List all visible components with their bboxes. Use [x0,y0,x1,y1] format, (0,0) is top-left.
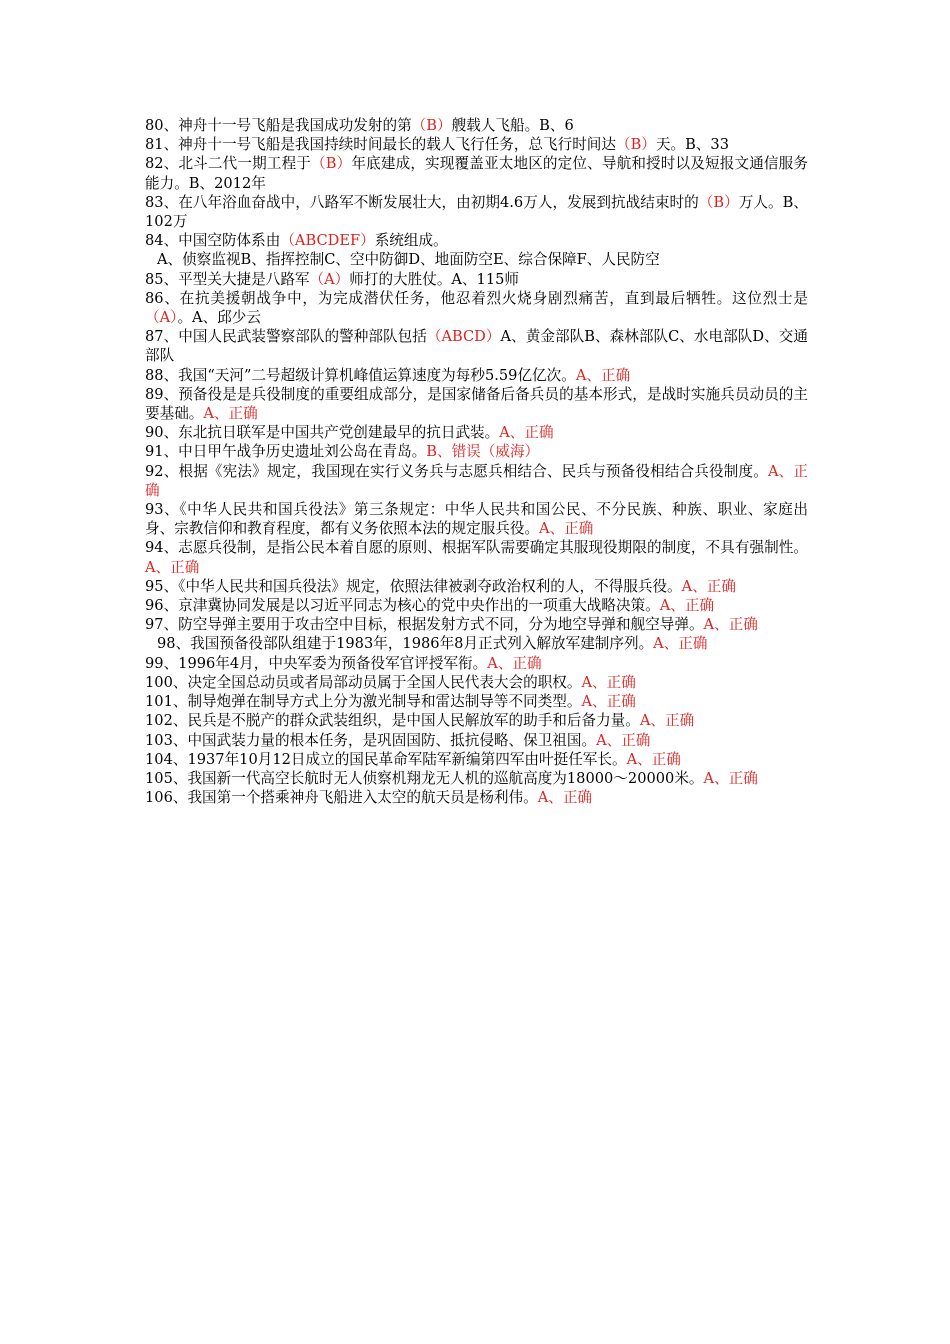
question-line [145,654,808,673]
question-line [145,538,808,576]
question-line [145,231,808,250]
answer-text: A、正确 [639,712,695,730]
question-line [145,442,808,461]
question-text: A、黄金部队B、森林部队C、水电部队D、交通部队 [145,328,808,365]
answer-text: （B） [311,155,352,173]
question-text: 94、志愿兵役制，是指公民本着自愿的原则、根据军队需要确定其服现役期限的制度，不具有强制性。 [145,539,808,557]
question-text: 万人。B、102万 [145,193,808,231]
question-line [145,423,808,442]
question-text: 。A、邱少云 [177,309,261,327]
question-line [145,385,808,423]
question-line [145,462,808,500]
question-line [145,366,808,385]
question-line [145,500,808,538]
question-text: 106、我国第一个搭乘神舟飞船进入太空的航天员是杨利伟。 [145,789,538,807]
question-text: 82、北斗二代一期工程于 [145,155,312,173]
question-line [145,634,808,653]
question-text: 86、在抗美援朝战争中，为完成潜伏任务，他忍着烈火烧身剧烈痛苦，直到最后牺牲。这位烈士是 [145,289,808,307]
question-line [145,577,808,596]
answer-text: A、正确 [703,769,758,787]
answer-text: （ABCDEF） [280,232,375,250]
question-line [145,615,808,634]
answer-text: A、正确 [626,750,681,768]
answer-text: A、正确 [145,462,809,499]
question-text: 98、我国预备役部队组建于1983年，1986年8月正式列入解放军建制序列。 [157,635,654,653]
question-line [145,769,808,788]
answer-text: （B） [411,117,452,134]
question-line [145,673,808,692]
question-line [145,270,808,289]
question-line [145,250,808,269]
answer-text: （B） [698,193,739,211]
question-text: 95、《中华人民共和国兵役法》规定，依照法律被剥夺政治权利的人，不得服兵役。 [145,577,682,595]
answer-text: A、正确 [203,405,258,423]
question-line [145,289,808,327]
question-line [145,116,808,135]
question-text: 80、神舟十一号飞船是我国成功发射的第 [145,117,412,134]
answer-text: A、正确 [145,558,200,576]
answer-text: （A） [309,270,350,288]
answer-text: A、正确 [499,424,554,442]
question-line [145,596,808,615]
answer-text: A、正确 [653,635,708,653]
question-text: 96、京津冀协同发展是以习近平同志为核心的党中央作出的一项重大战略决策。 [145,597,660,615]
answer-text: （B） [615,136,656,154]
question-text: 83、在八年浴血奋战中，八路军不断发展壮大，由初期4.6万人，发展到抗战结束时的 [145,193,699,211]
question-text: 102、民兵是不脱产的群众武装组织，是中国人民解放军的助手和后备力量。 [145,712,640,730]
question-text: 104、1937年10月12日成立的国民革命军陆军新编第四军由叶挺任军长。 [145,750,627,768]
question-list [145,116,808,807]
answer-text: B、错误（威海） [426,443,540,461]
answer-text: （A） [145,309,178,327]
question-line [145,193,808,231]
answer-text: A、正确 [703,616,758,634]
question-text: 93、《中华人民共和国兵役法》第三条规定：中华人民共和国公民、不分民族、种族、职业、家庭出身、宗教信仰和教育程度，都有义务依照本法的规定服兵役。 [145,501,808,538]
question-text: 艘载人飞船。B、6 [451,117,574,134]
question-text: 85、平型关大捷是八路军 [145,270,310,288]
question-text: 87、中国人民武装警察部队的警种部队包括 [145,328,427,346]
question-line [145,327,808,365]
answer-text: A、正确 [581,673,636,691]
question-line [145,711,808,730]
answer-text: A、正确 [581,693,636,711]
question-line [145,692,808,711]
answer-text: A、正确 [659,597,715,615]
question-text: 天。B、33 [655,136,729,154]
question-line [145,788,808,807]
question-line [145,750,808,769]
answer-text: A、正确 [575,366,631,384]
answer-text: A、正确 [539,520,594,538]
question-text: 师打的大胜仗。A、115师 [349,270,519,288]
question-text: 105、我国新一代高空长航时无人侦察机翔龙无人机的巡航高度为18000～20000米。 [145,769,704,787]
answer-text: A、正确 [487,654,542,672]
question-text: 99、1996年4月，中央军委为预备役军官评授军衔。 [145,654,488,672]
question-text: 84、中国空防体系由 [145,232,281,250]
question-text: 91、中日甲午战争历史遗址刘公岛在青岛。 [145,443,427,461]
question-text: 系统组成。 [374,232,448,250]
question-text: 88、我国“天河”二号超级计算机峰值运算速度为每秒5.59亿亿次。 [145,366,576,384]
question-text: 89、预备役是是兵役制度的重要组成部分，是国家储备后备兵员的基本形式，是战时实施兵员动员的主要基础。 [145,385,808,423]
question-line [145,731,808,750]
answer-text: A、正确 [537,789,593,807]
question-text: 103、中国武装力量的根本任务，是巩固国防、抵抗侵略、保卫祖国。 [145,731,597,749]
question-line [145,135,808,154]
question-text: 90、东北抗日联军是中国共产党创建最早的抗日武装。 [145,424,500,442]
question-text: 81、神舟十一号飞船是我国持续时间最长的载人飞行任务，总飞行时间达 [145,136,616,154]
question-text: 97、防空导弹主要用于攻击空中目标，根据发射方式不同，分为地空导弹和舰空导弹。 [145,616,704,634]
question-text: 100、决定全国总动员或者局部动员属于全国人民代表大会的职权。 [145,673,582,691]
answer-text: （ABCD） [426,328,501,346]
question-text: 92、根据《宪法》规定，我国现在实行义务兵与志愿兵相结合、民兵与预备役相结合兵役制度。 [145,462,768,480]
answer-text: A、正确 [596,731,651,749]
question-text: A、侦察监视B、指挥控制C、空中防御D、地面防空E、综合保障F、人民防空 [157,251,660,269]
answer-text: A、正确 [681,577,736,595]
question-text: 101、制导炮弹在制导方式上分为激光制导和雷达制导等不同类型。 [145,693,582,711]
question-text: 年底建成，实现覆盖亚太地区的定位、导航和授时以及短报文通信服务能力。B、2012年 [145,155,808,192]
question-line [145,154,808,192]
